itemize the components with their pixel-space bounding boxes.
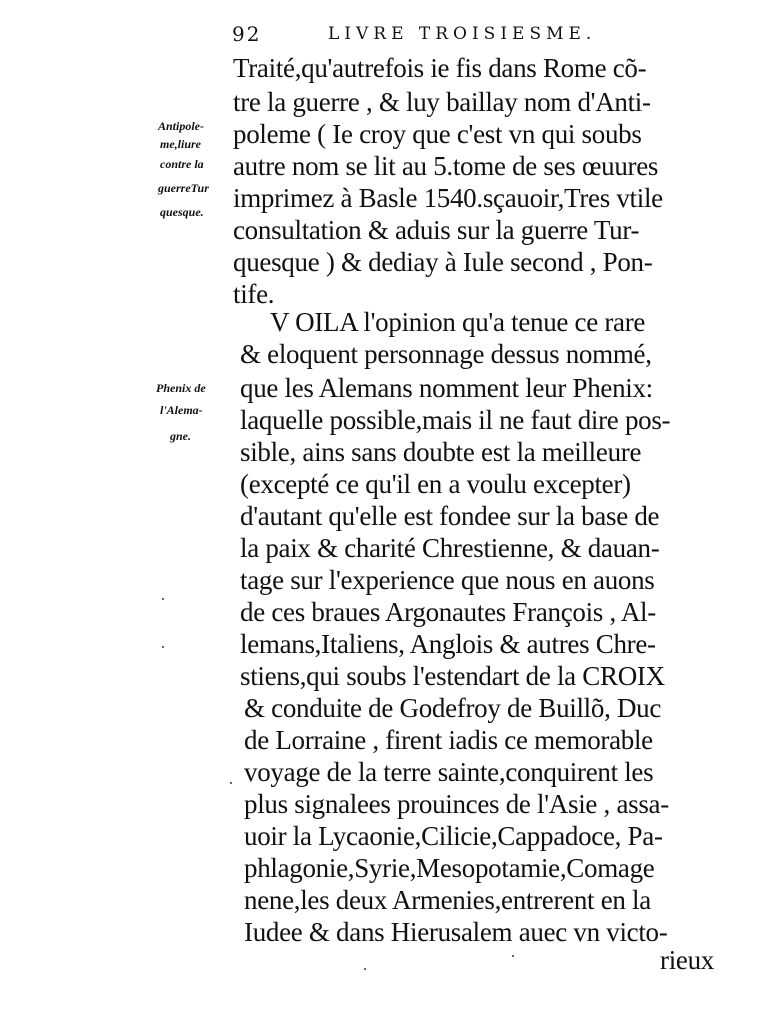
page-number: 92 [232, 22, 262, 46]
text-line: rieux [660, 945, 714, 975]
margin-note-line: gne. [170, 429, 191, 443]
text-line: la paix & charité Chrestienne, & dauan- [240, 533, 660, 563]
text-line: nene,les deux Armenies,entrerent en la [244, 885, 651, 915]
text-line: tage sur l'experience que nous en auons [240, 565, 655, 595]
text-line: imprimez à Basle 1540.sçauoir,Tres vtile [233, 183, 663, 213]
print-speck [364, 968, 366, 970]
text-line: stiens,qui soubs l'estendart de la CROIX [240, 661, 665, 691]
print-speck [512, 955, 514, 957]
text-line: uoir la Lycaonie,Cilicie,Cappadoce, Pa- [244, 821, 663, 851]
text-line: autre nom se lit au 5.tome de ses œuures [233, 151, 659, 181]
margin-note-line: guerreTur [158, 181, 209, 195]
text-line: tre la guerre , & luy baillay nom d'Anti- [233, 87, 651, 117]
text-line: consultation & aduis sur la guerre Tur- [233, 215, 640, 245]
text-line: (excepté ce qu'il en a voulu excepter) [240, 469, 631, 499]
print-speck [230, 782, 232, 784]
running-title: LIVRE TROISIESME. [328, 24, 597, 44]
margin-note-line: quesque. [160, 205, 204, 219]
text-line: phlagonie,Syrie,Mesopotamie,Comage [244, 853, 655, 883]
text-line: & eloquent personnage dessus nommé, [240, 339, 652, 369]
margin-note-line: l'Alema- [160, 403, 203, 417]
text-line: Traité,qu'autrefois ie fis dans Rome cõ- [233, 53, 647, 83]
text-line: poleme ( Ie croy que c'est vn qui soubs [233, 119, 642, 149]
text-line: voyage de la terre sainte,conquirent les [244, 757, 654, 787]
text-line: V OILA l'opinion qu'a tenue ce rare [270, 307, 646, 337]
page-header [232, 22, 672, 52]
text-line: de ces braues Argonautes François , Al- [240, 597, 656, 627]
text-line: plus signalees prouinces de l'Asie , assa- [244, 789, 669, 819]
text-line: lemans,Italiens, Anglois & autres Chre- [240, 629, 656, 659]
margin-note-line: Phenix de [156, 381, 206, 395]
margin-note-line: Antipole- [158, 119, 205, 133]
text-line: d'autant qu'elle est fondee sur la base de [240, 501, 660, 531]
text-line: quesque ) & dediay à Iule second , Pon- [233, 247, 653, 277]
text-line: Iudee & dans Hierusalem auec vn victo- [244, 917, 668, 947]
margin-note-line: me,liure [160, 137, 201, 151]
text-line: tife. [233, 279, 275, 309]
text-line: sible, ains sans doubte est la meilleure [240, 437, 642, 467]
margin-note-line: contre la [160, 157, 204, 171]
text-line: & conduite de Godefroy de Buillõ, Duc [244, 693, 662, 723]
text-line: de Lorraine , firent iadis ce memorable [244, 725, 653, 755]
print-speck [162, 646, 164, 648]
text-line: que les Alemans nomment leur Phenix: [240, 373, 653, 403]
text-line: laquelle possible,mais il ne faut dire pos- [240, 405, 671, 435]
print-speck [162, 598, 164, 600]
